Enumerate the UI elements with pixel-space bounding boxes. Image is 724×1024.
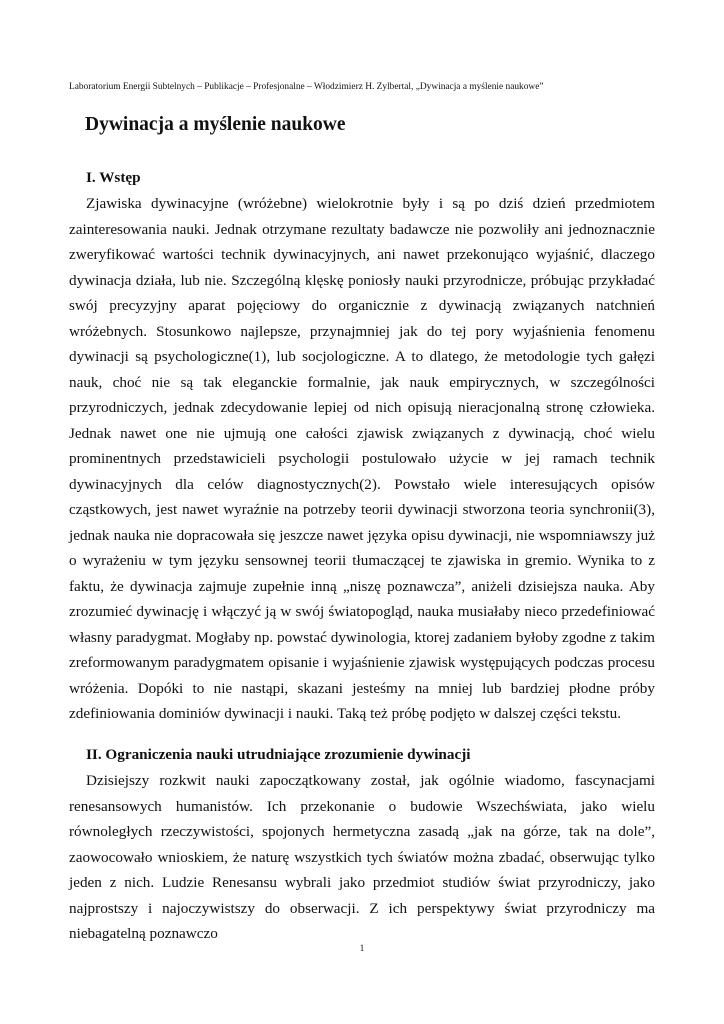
section-paragraph: Zjawiska dywinacyjne (wróżebne) wielokrotnie były i są po dziś dzień przedmiotem zainteresowania nauki. Jednak otrzymane rezultaty badawcze nie pozwoliły ani jednoznacznie zweryfikować wartości technik dywinacyjnych, ani nawet przekonująco wyjaśnić, dlaczego dywinacja działa, lub nie. Szczególną klęskę poniosły nauki przyrodnicze, próbując przykładać swój precyzyjny aparat pojęciowy do organicznie z dywinacją związanych natchnień wróżebnych. Stosunkowo najlepsze, przynajmniej jak do tej pory wyjaśnienia fenomenu dywinacji są psychologiczne(1), lub socjologiczne. A to dlatego, że metodologie tych gałęzi nauk, choć nie są tak eleganckie formalnie, jak nauk empirycznych, w szczególności przyrodniczych, jednak zdecydowanie lepiej od nich opisują nieracjonalną stronę człowieka. Jednak nawet one nie ujmują one całości zjawisk związanych z dywinacją, choć wielu prominentnych przedstawicieli psychologii postulowało użycie w jej ramach technik dywinacyjnych dla celów diagnostycznych(2). Powstało wiele interesujących opisów cząstkowych, jest nawet wyraźnie na potrzeby teorii dywinacji stworzona teoria synchronii(3), jednak nauka nie dopracowała się jeszcze nawet języka opisu dywinacji, nie wspomniawszy już o wyrażeniu w tym języku sensownej teorii tłumaczącej te zjawiska in gremio. Wynika to z faktu, że dywinacja zajmuje zupełnie inną „niszę poznawcza”, aniżeli dzisiejsza nauka. Aby zrozumieć dywinację i włączyć ją w swój światopogląd, nauka musiałaby nieco przedefiniować własny paradygmat. Mogłaby np. powstać dywinologia, ktorej zadaniem byłoby zgodne z takim zreformowanym paradygmatem opisanie i wyjaśnienie zjawisk występujących podczas procesu wróżenia. Dopóki to nie nastąpi, skazani jesteśmy na mniej lub bardziej płodne próby zdefiniowania dominiów dywinacji i nauki. Taką też próbę podjęto w dalszej części tekstu. [69,195,655,722]
section-heading: II. Ograniczenia nauki utrudniające zrozumienie dywinacji [86,746,471,763]
section-heading: I. Wstęp [86,169,141,186]
document-title: Dywinacja a myślenie naukowe [85,114,346,135]
section-paragraph: Dzisiejszy rozkwit nauki zapoczątkowany został, jak ogólnie wiadomo, fascynacjami renesansowych humanistów. Ich przekonanie o budowie Wszechświata, jako wielu równoległych rzeczywistości, spojonych hermetyczna zasadą „jak na górze, tak na dole”, zaowocowało wnioskiem, że naturę wszystkich tych światów można zbadać, obserwując tylko jeden z nich. Ludzie Renesansu wybrali jako przedmiot studiów świat przyrodniczy, jako najprostszy i najoczywistszy do obserwacji. Z ich perspektywy świat przyrodniczy ma niebagatelną poznawczo [69,772,655,942]
page-number: 1 [359,944,365,954]
section-limitations [69,742,655,947]
running-header: Laboratorium Energii Subtelnych – Publikacje – Profesjonalne – Włodzimierz H. Zylbertal, „Dywinacja a myślenie naukowe” [69,82,544,92]
section-introduction [69,165,655,727]
